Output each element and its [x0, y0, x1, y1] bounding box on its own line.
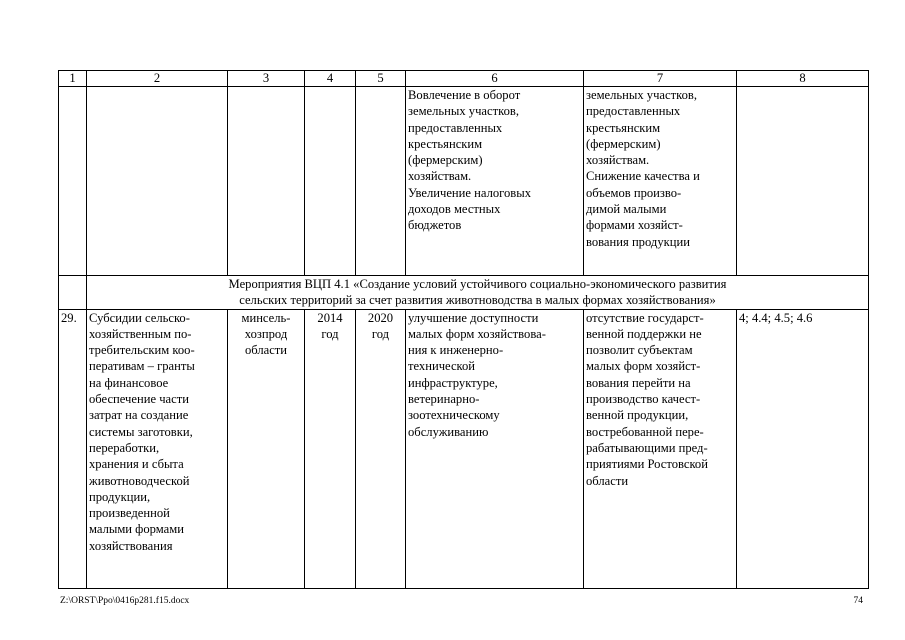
indicator-link: 4; 4.4; 4.5; 4.6	[737, 309, 869, 588]
header-col-4: 4	[305, 71, 356, 87]
section-title: Мероприятия ВЦП 4.1 «Создание условий устойчивого социально-экономического развития сельских территорий за счет развития животноводства в малых формах хозяйствования»	[87, 276, 869, 310]
file-path: Z:\ORST\Ppo\0416p281.f15.docx	[60, 596, 190, 606]
measures-table	[58, 70, 869, 589]
continuation-cell-8	[737, 87, 869, 276]
continuation-cell-3	[228, 87, 305, 276]
header-row	[59, 71, 869, 87]
continuation-cell-5	[356, 87, 406, 276]
header-col-1: 1	[59, 71, 87, 87]
end-year: 2020 год	[356, 309, 406, 588]
section-row	[59, 276, 869, 310]
expected-result: улучшение доступности малых форм хозяйствова- ния к инженерно- технической инфраструктуре, ветеринарно- зоотехническому обслуживанию	[406, 309, 584, 588]
header-col-3: 3	[228, 71, 305, 87]
header-col-8: 8	[737, 71, 869, 87]
continuation-cell-1	[59, 87, 87, 276]
row-number: 29.	[59, 309, 87, 588]
continuation-cell-4	[305, 87, 356, 276]
executor: минсель- хозпрод области	[228, 309, 305, 588]
continuation-result-cell: Вовлечение в оборот земельных участков, предоставленных крестьянским (фермерским) хозяйствам. Увеличение налоговых доходов местных бюджетов	[406, 87, 584, 276]
table-row	[59, 309, 869, 588]
header-col-2: 2	[87, 71, 228, 87]
header-col-6: 6	[406, 71, 584, 87]
continuation-cell-2	[87, 87, 228, 276]
start-year: 2014 год	[305, 309, 356, 588]
page-number: 74	[853, 596, 863, 606]
continuation-consequences-cell: земельных участков, предоставленных крестьянским (фермерским) хозяйствам. Снижение качества и объемов произво- димой малыми формами хозяйст- вования продукции	[584, 87, 737, 276]
header-col-7: 7	[584, 71, 737, 87]
measure-name: Субсидии сельско- хозяйственным по- требительским коо- перативам – гранты на финансовое обеспечение части затрат на создание системы заготовки, переработки, хранения и сбыта животноводческой продукции, произведенной малыми формами хозяйствования	[87, 309, 228, 588]
continuation-row	[59, 87, 869, 276]
section-num-cell	[59, 276, 87, 310]
header-col-5: 5	[356, 71, 406, 87]
consequences: отсутствие государст- венной поддержки не позволит субъектам малых форм хозяйст- вования перейти на производство качест- венной продукции, востребованной пере- рабатывающими пред- приятиями Ростовской области	[584, 309, 737, 588]
